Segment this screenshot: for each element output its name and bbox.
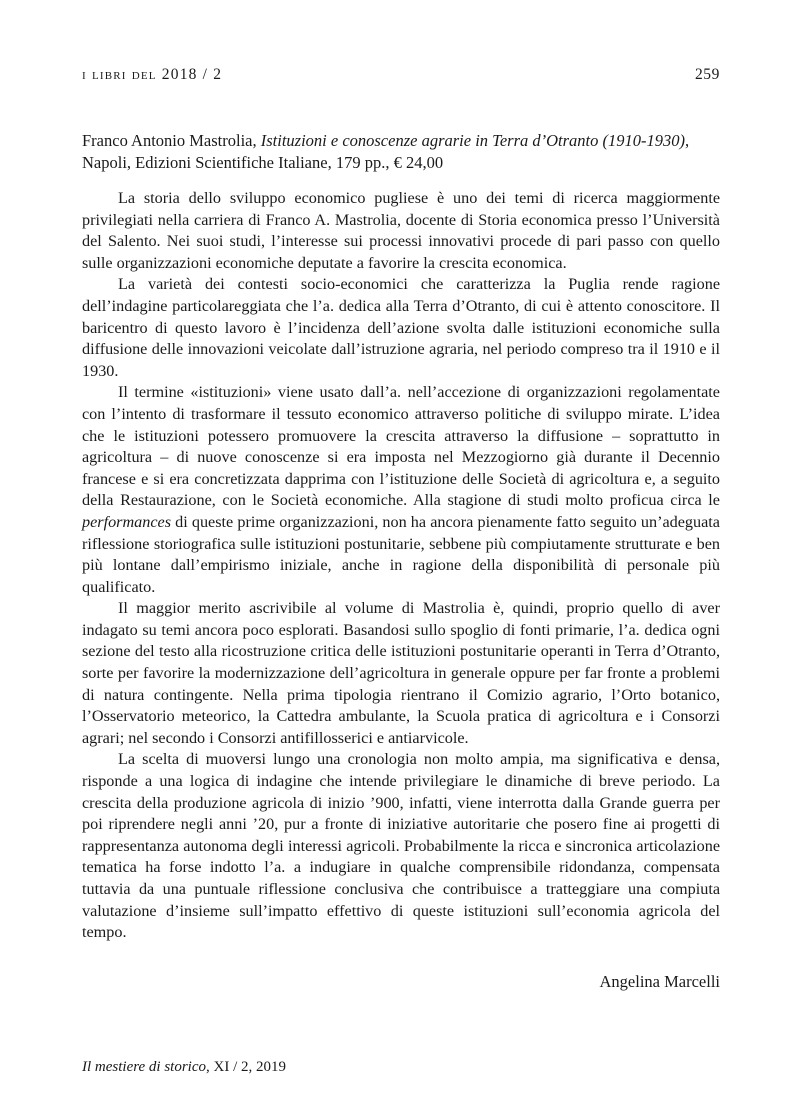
paragraph-text: di queste prime organizzazioni, non ha ancora pienamente fatto seguito un’adeguata riflessione storiografica sulle istituzioni postunitarie, sebbene più compiutamente strutturate e ben più lontane dall’empirismo iniziale, anche in ragione della disponibilità di personale più qualificato. (82, 512, 720, 596)
page-number: 259 (694, 66, 720, 83)
running-head (82, 66, 720, 86)
book-author: Franco Antonio Mastrolia, (82, 131, 261, 150)
paragraph-text: Il termine «istituzioni» viene usato dall’a. nell’accezione di organizzazioni regolamentate con l’intento di trasformare il tessuto economico attraverso politiche di sviluppo mirate. L’idea che le istituzioni potessero promuovere la crescita attraverso la diffusione – soprattutto in agricoltura – di nuove conoscenze si era imposta nel Mezzogiorno già durante il Decennio francese e si era concretizzata dapprima con l’istituzione delle Società di agricoltura e, a seguito della Restaurazione, con le Società economiche. Alla stagione di studi molto proficua circa le (82, 383, 720, 510)
book-citation (82, 130, 720, 174)
paragraph: La storia dello sviluppo economico pugliese è uno dei temi di ricerca maggiormente privilegiati nella carriera di Franco A. Mastrolia, docente di Storia economica presso l’Università del Salento. Nei suoi studi, l’interesse sui processi innovativi procede di pari passo con quello sulle organizzazioni economiche deputate a favorire la crescita economica. (82, 189, 720, 272)
journal-section: i libri del 2018 / 2 (82, 66, 223, 83)
paragraph (82, 382, 720, 598)
footer (82, 1059, 286, 1076)
journal-issue: , XI / 2, 2019 (206, 1059, 287, 1075)
italic-term: performances (82, 512, 172, 531)
review-body (82, 188, 720, 944)
journal-title: Il mestiere di storico (82, 1059, 207, 1075)
paragraph: La varietà dei contesti socio-economici che caratterizza la Puglia rende ragione dell’indagine particolareggiata che l’a. dedica alla Terra d’Otranto, di cui è attento conoscitore. Il baricentro di questo lavoro è l’incidenza dell’azione svolta dalle istituzioni economiche sulla diffusione delle innovazioni veicolate dall’istruzione agraria, nel periodo compreso tra il 1910 e il 1930. (82, 275, 720, 380)
book-title: Istituzioni e conoscenze agrarie in Terra d’Otranto (1910-1930) (260, 131, 685, 150)
book-publication: , Napoli, Edizioni Scientifiche Italiane, 179 pp., € 24,00 (82, 131, 690, 172)
paragraph: La scelta di muoversi lungo una cronologia non molto ampia, ma significativa e densa, risponde a una logica di indagine che intende privilegiare le dinamiche di breve periodo. La crescita della produzione agricola di inizio ’900, infatti, viene interrotta dalla Grande guerra per poi riprendere negli anni ’20, pur a fronte di iniziative autoritarie che posero fine ai progetti di rappresentanza autonoma degli interessi agricoli. Probabilmente la ricca e sincronica articolazione tematica ha forse indotto l’a. a indugiare in qualche comprensibile ridondanza, compensata tuttavia da una puntuale riflessione conclusiva che contribuisce a tratteggiare una compiuta valutazione d’insieme sull’impatto effettivo di queste istituzioni sull’economia agricola del tempo. (82, 750, 720, 942)
reviewer-signature: Angelina Marcelli (599, 972, 720, 991)
page (82, 0, 720, 1120)
paragraph: Il maggior merito ascrivibile al volume di Mastrolia è, quindi, proprio quello di aver indagato su temi ancora poco esplorati. Basandosi sullo spoglio di fonti primarie, l’a. dedica ogni sezione del testo alla ricostruzione critica delle istituzioni postunitarie operanti in Terra d’Otranto, sorte per favorire la modernizzazione dell’agricoltura in generale oppure per far fronte a problemi di natura contingente. Nella prima tipologia rientrano il Comizio agrario, l’Orto botanico, l’Osservatorio meteorico, la Cattedra ambulante, la Scuola pratica di agricoltura e i Consorzi agrari; nel secondo i Consorzi antifillosserici e antiarvicole. (82, 599, 720, 747)
